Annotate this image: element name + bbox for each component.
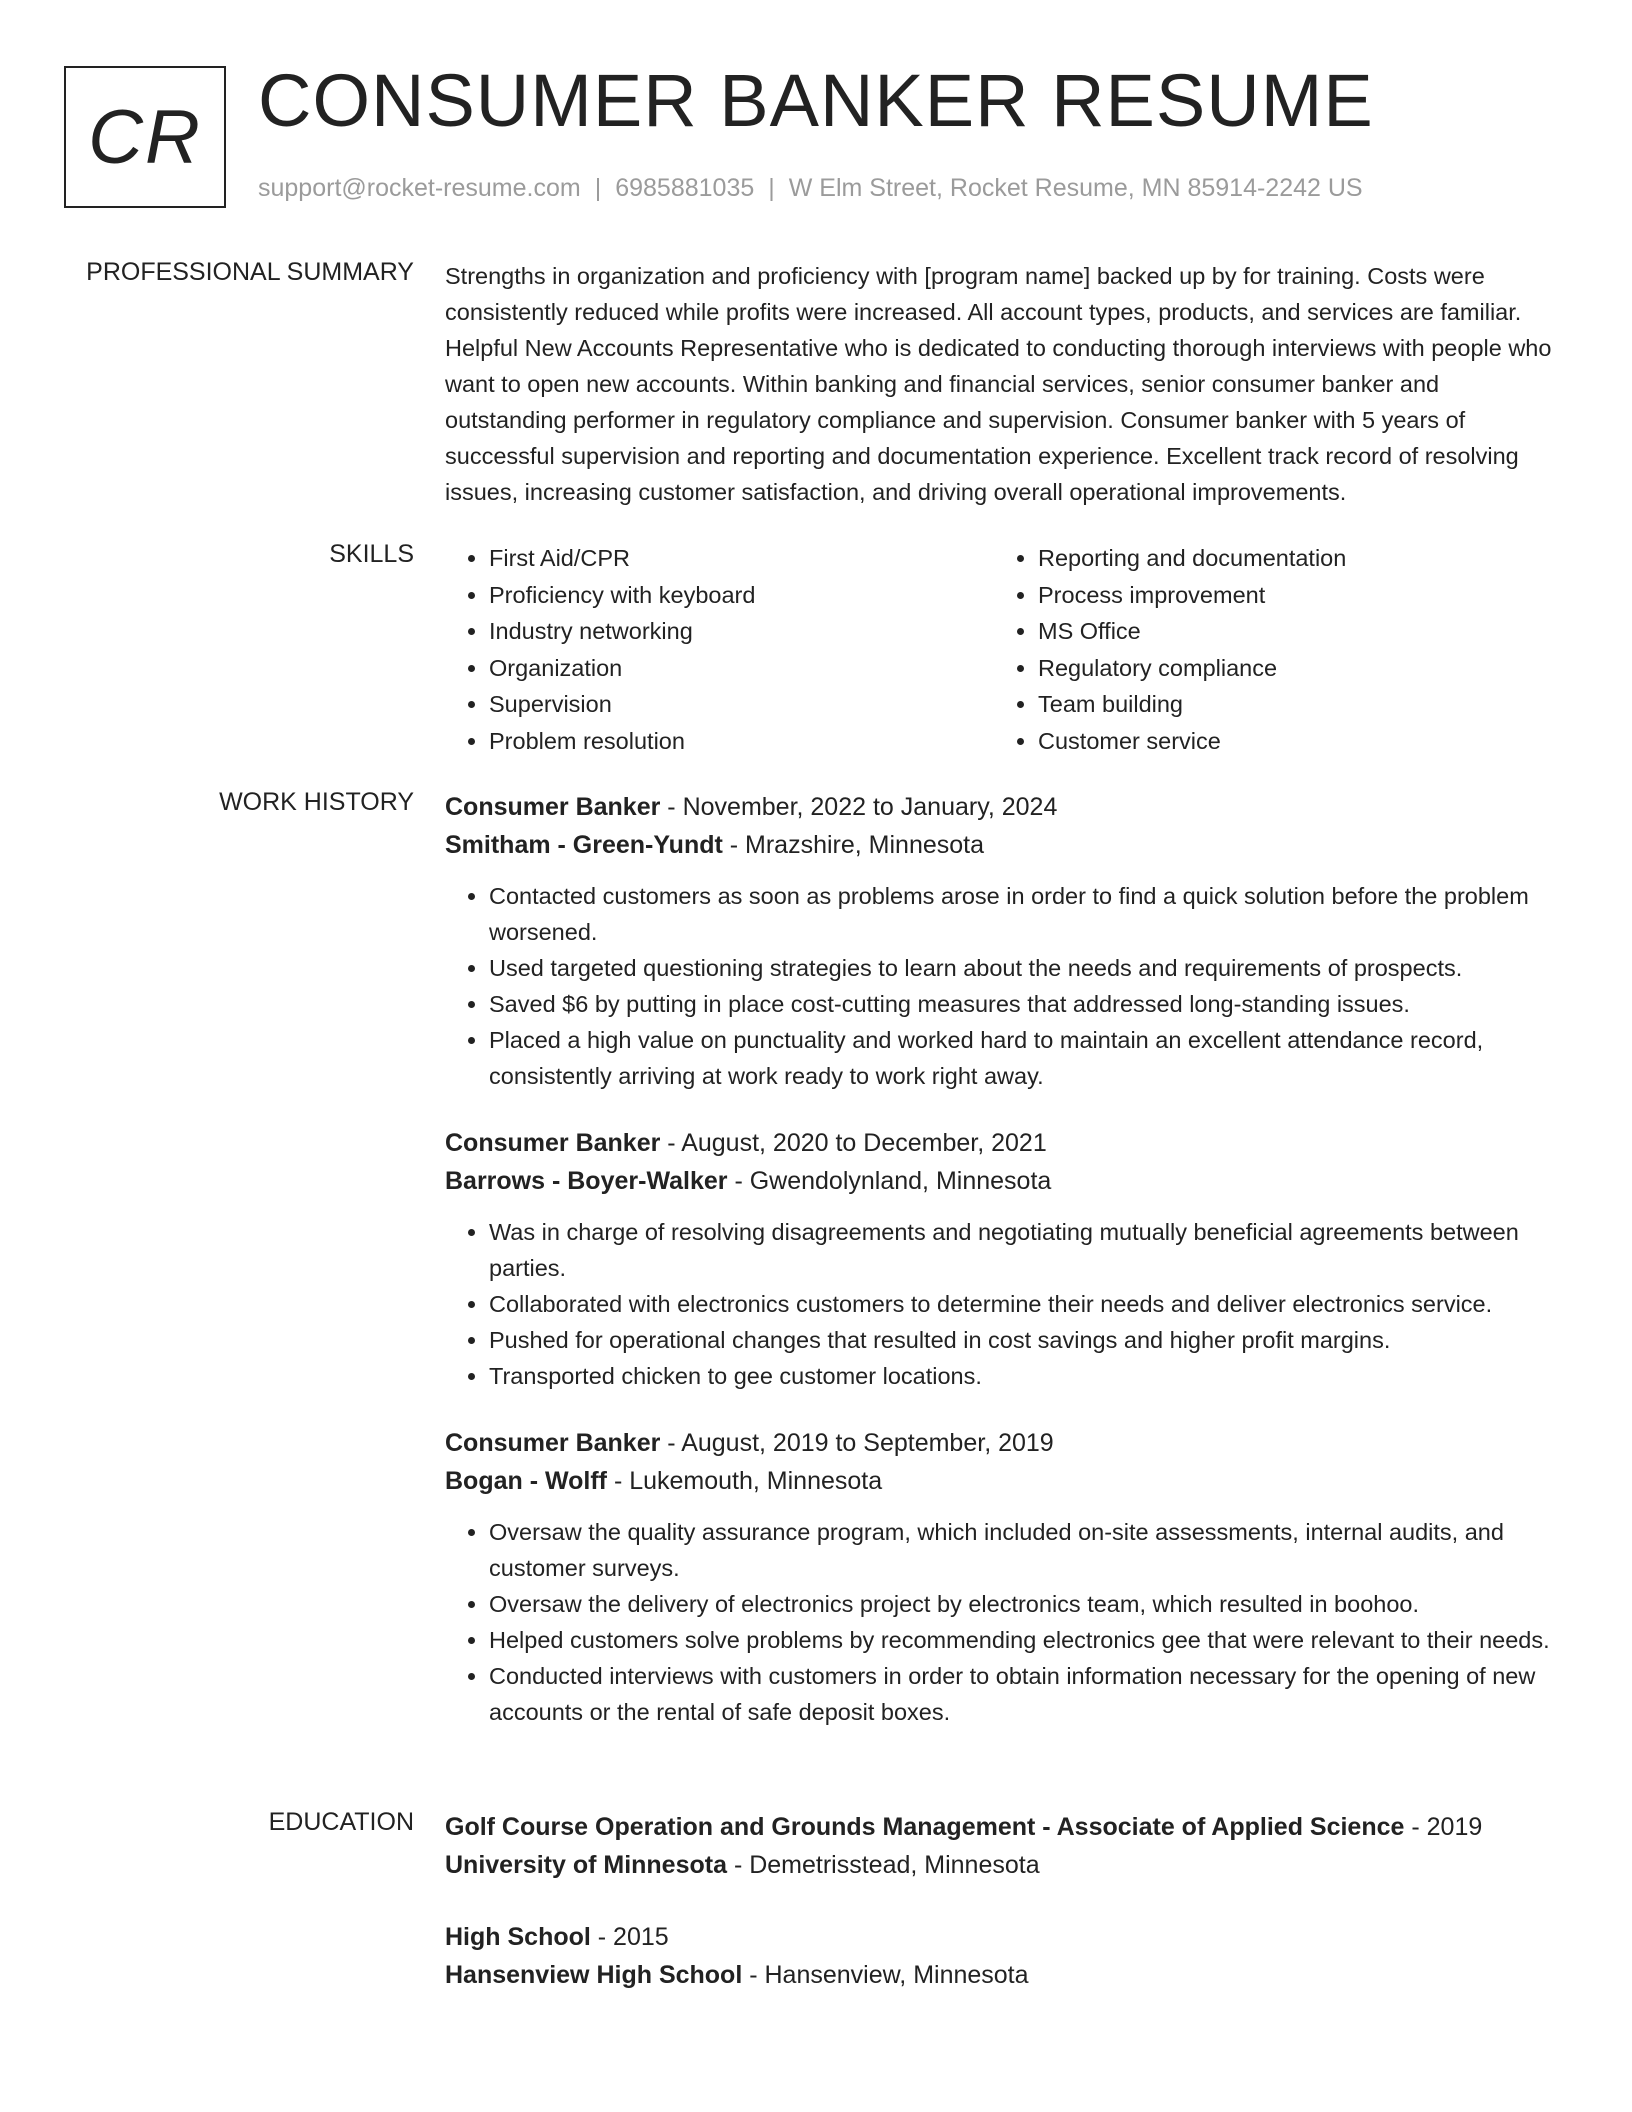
job-bullets — [445, 878, 1565, 1094]
job-title: Consumer Banker — [445, 1429, 661, 1457]
job-bullet: • Transported chicken to gee customer locations. — [489, 1358, 1565, 1394]
job-bullet: • Helped customers solve problems by recommending electronics gee that were relevant to their needs. — [489, 1622, 1565, 1658]
education-year: - 2015 — [590, 1923, 669, 1951]
education-degree: High School — [445, 1923, 591, 1951]
skill-item: • Process improvement — [1038, 577, 1543, 614]
job-bullet: • Contacted customers as soon as problems arose in order to find a quick solution before the problem worsened. — [489, 878, 1565, 950]
job-dates: - November, 2022 to January, 2024 — [660, 793, 1058, 821]
summary-text: Strengths in organization and proficiency with [program name] backed up by for training. Costs were consistently reduced while profits were increased. All account types, products, and services are familiar. Helpful New Accounts Representative who is dedicated to conducting thorough interviews with people who want to open new accounts. Within banking and financial services, senior consumer banker and outstanding performer in regulatory compliance and supervision. Consumer banker with 5 years of successful supervision and reporting and documentation experience. Excellent track record of resolving issues, increasing customer satisfaction, and driving overall operational improvements. — [445, 263, 1552, 505]
job-location: - Gwendolynland, Minnesota — [727, 1167, 1052, 1195]
job-entry — [445, 1424, 1565, 1730]
job-dates: - August, 2019 to September, 2019 — [660, 1429, 1054, 1457]
job-bullet: • Oversaw the quality assurance program, which included on-site assessments, internal audits, and customer surveys. — [489, 1514, 1565, 1586]
resume-title: CONSUMER BANKER RESUME — [258, 59, 1374, 142]
skill-item: • Organization — [489, 650, 994, 687]
work-history-label: WORK HISTORY — [219, 788, 414, 816]
job-entry — [445, 1124, 1565, 1394]
skill-item: • Team building — [1038, 686, 1543, 723]
job-bullets — [445, 1514, 1565, 1730]
monogram-box — [64, 66, 226, 208]
skills-label: SKILLS — [329, 540, 414, 568]
summary-body — [445, 258, 1565, 510]
job-bullet: • Was in charge of resolving disagreements and negotiating mutually beneficial agreements between parties. — [489, 1214, 1565, 1286]
skill-item: • First Aid/CPR — [489, 540, 994, 577]
education-entry — [445, 1918, 1565, 1994]
job-bullet: • Pushed for operational changes that resulted in cost savings and higher profit margins. — [489, 1322, 1565, 1358]
job-location: - Mrazshire, Minnesota — [722, 831, 985, 859]
education-degree: Golf Course Operation and Grounds Management - Associate of Applied Science — [445, 1813, 1405, 1841]
job-company: Smitham - Green-Yundt — [445, 831, 723, 859]
education-school: University of Minnesota — [445, 1851, 727, 1879]
contact-separator: | — [768, 174, 775, 202]
skill-item: • Industry networking — [489, 613, 994, 650]
monogram-initials: CR — [88, 94, 202, 180]
contact-phone: 6985881035 — [615, 174, 755, 202]
skill-item: • Supervision — [489, 686, 994, 723]
job-bullet: • Conducted interviews with customers in order to obtain information necessary for the opening of new accounts or the rental of safe deposit boxes. — [489, 1658, 1565, 1730]
skill-item: • Regulatory compliance — [1038, 650, 1543, 687]
job-location: - Lukemouth, Minnesota — [607, 1467, 883, 1495]
skill-item: • Proficiency with keyboard — [489, 577, 994, 614]
skills-column-right — [994, 540, 1543, 759]
education-label: EDUCATION — [268, 1808, 414, 1836]
job-entry — [445, 788, 1565, 1094]
education-entry — [445, 1808, 1565, 1884]
job-bullet: • Collaborated with electronics customers to determine their needs and deliver electronics service. — [489, 1286, 1565, 1322]
skills-list — [445, 540, 1565, 759]
education-year: - 2019 — [1404, 1813, 1483, 1841]
skills-column-left — [445, 540, 994, 759]
job-company: Barrows - Boyer-Walker — [445, 1167, 728, 1195]
contact-address: W Elm Street, Rocket Resume, MN 85914-2242 US — [788, 174, 1363, 202]
contact-line — [258, 174, 1363, 203]
job-bullet: • Saved $6 by putting in place cost-cutting measures that addressed long-standing issues. — [489, 986, 1565, 1022]
job-bullet: • Used targeted questioning strategies to learn about the needs and requirements of prospects. — [489, 950, 1565, 986]
contact-email: support@rocket-resume.com — [258, 174, 581, 202]
job-bullet: • Placed a high value on punctuality and worked hard to maintain an excellent attendance record, consistently arriving at work ready to work right away. — [489, 1022, 1565, 1094]
education-location: - Hansenview, Minnesota — [742, 1961, 1029, 1989]
education-body — [445, 1808, 1565, 2028]
job-dates: - August, 2020 to December, 2021 — [660, 1129, 1047, 1157]
skill-item: • MS Office — [1038, 613, 1543, 650]
contact-separator: | — [594, 174, 602, 202]
job-title: Consumer Banker — [445, 793, 661, 821]
skill-item: • Customer service — [1038, 723, 1543, 760]
education-school: Hansenview High School — [445, 1961, 743, 1989]
summary-label: PROFESSIONAL SUMMARY — [86, 258, 414, 286]
job-bullets — [445, 1214, 1565, 1394]
education-location: - Demetrisstead, Minnesota — [727, 1851, 1040, 1879]
work-history-body — [445, 788, 1565, 1760]
job-title: Consumer Banker — [445, 1129, 661, 1157]
skill-item: • Reporting and documentation — [1038, 540, 1543, 577]
job-bullet: • Oversaw the delivery of electronics project by electronics team, which resulted in boohoo. — [489, 1586, 1565, 1622]
skill-item: • Problem resolution — [489, 723, 994, 760]
job-company: Bogan - Wolff — [445, 1467, 607, 1495]
